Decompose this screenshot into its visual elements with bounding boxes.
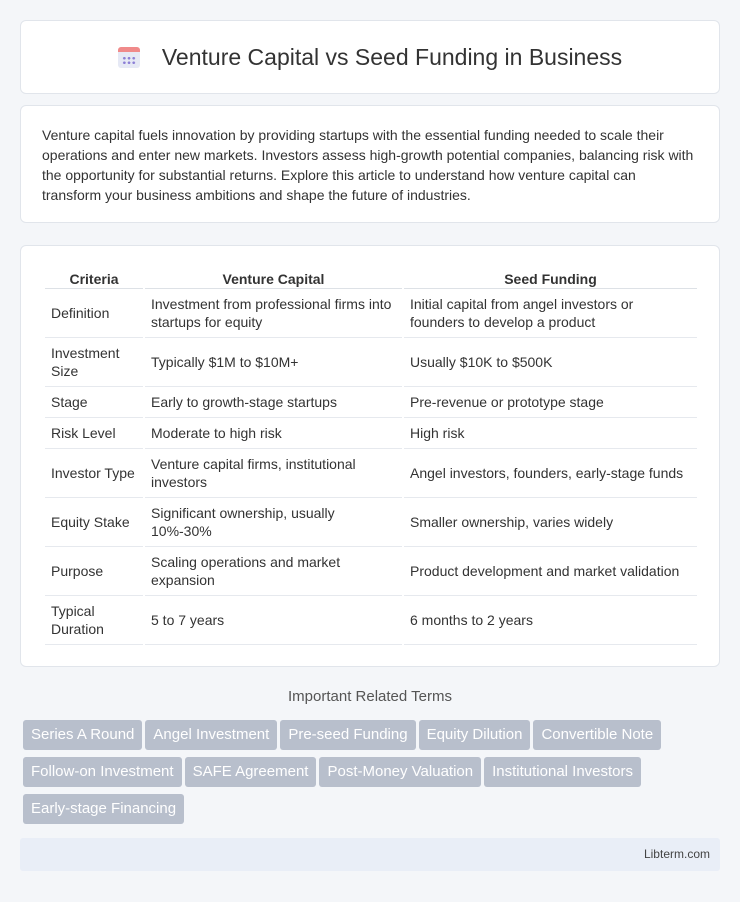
related-terms-list xyxy=(23,720,723,831)
term-tag[interactable]: Pre-seed Funding xyxy=(280,720,415,750)
seed-cell: Usually $10K to $500K xyxy=(404,338,697,387)
vc-cell: 5 to 7 years xyxy=(145,596,402,645)
seed-cell: Initial capital from angel investors or founders to develop a product xyxy=(404,289,697,338)
intro-text: Venture capital fuels innovation by providing startups with the essential funding needed to scale their operations and enter new markets. Investors assess high-growth potential companies, balancing risk with the opportunity for substantial returns. Explore this article to understand how venture capital can transform your business ambitions and shape the future of industries. xyxy=(42,127,694,203)
term-tag[interactable]: Angel Investment xyxy=(145,720,277,750)
header-criteria: Criteria xyxy=(45,262,143,289)
table-row xyxy=(45,338,697,387)
comparison-card xyxy=(20,245,720,667)
vc-cell: Significant ownership, usually 10%-30% xyxy=(145,498,402,547)
footer xyxy=(20,838,720,871)
table-row xyxy=(45,547,697,596)
vc-cell: Venture capital firms, institutional investors xyxy=(145,449,402,498)
calendar-icon xyxy=(118,46,140,68)
header-venture-capital: Venture Capital xyxy=(145,262,402,289)
table-row xyxy=(45,449,697,498)
vc-cell: Typically $1M to $10M+ xyxy=(145,338,402,387)
seed-cell: Pre-revenue or prototype stage xyxy=(404,387,697,418)
criteria-cell: Investment Size xyxy=(45,338,143,387)
term-tag[interactable]: Follow-on Investment xyxy=(23,757,182,787)
criteria-cell: Stage xyxy=(45,387,143,418)
vc-cell: Scaling operations and market expansion xyxy=(145,547,402,596)
related-terms-heading: Important Related Terms xyxy=(288,688,452,705)
term-tag[interactable]: Equity Dilution xyxy=(419,720,531,750)
page-title: Venture Capital vs Seed Funding in Business xyxy=(161,43,623,70)
header-card xyxy=(20,20,720,94)
term-tag[interactable]: SAFE Agreement xyxy=(185,757,317,787)
comparison-table xyxy=(43,262,699,645)
vc-cell: Early to growth-stage startups xyxy=(145,387,402,418)
seed-cell: 6 months to 2 years xyxy=(404,596,697,645)
table-row xyxy=(45,596,697,645)
criteria-cell: Risk Level xyxy=(45,418,143,449)
header-seed-funding: Seed Funding xyxy=(404,262,697,289)
term-tag[interactable]: Post-Money Valuation xyxy=(319,757,481,787)
criteria-cell: Typical Duration xyxy=(45,596,143,645)
table-row xyxy=(45,498,697,547)
term-tag[interactable]: Early-stage Financing xyxy=(23,794,184,824)
vc-cell: Moderate to high risk xyxy=(145,418,402,449)
intro-card xyxy=(20,105,720,223)
footer-brand-link[interactable]: Libterm.com xyxy=(643,847,710,861)
vc-cell: Investment from professional firms into startups for equity xyxy=(145,289,402,338)
term-tag[interactable]: Institutional Investors xyxy=(484,757,641,787)
seed-cell: Product development and market validation xyxy=(404,547,697,596)
table-row xyxy=(45,387,697,418)
table-row xyxy=(45,289,697,338)
seed-cell: Angel investors, founders, early-stage funds xyxy=(404,449,697,498)
seed-cell: Smaller ownership, varies widely xyxy=(404,498,697,547)
criteria-cell: Purpose xyxy=(45,547,143,596)
criteria-cell: Equity Stake xyxy=(45,498,143,547)
term-tag[interactable]: Series A Round xyxy=(23,720,142,750)
table-row xyxy=(45,418,697,449)
term-tag[interactable]: Convertible Note xyxy=(533,720,661,750)
seed-cell: High risk xyxy=(404,418,697,449)
criteria-cell: Investor Type xyxy=(45,449,143,498)
criteria-cell: Definition xyxy=(45,289,143,338)
